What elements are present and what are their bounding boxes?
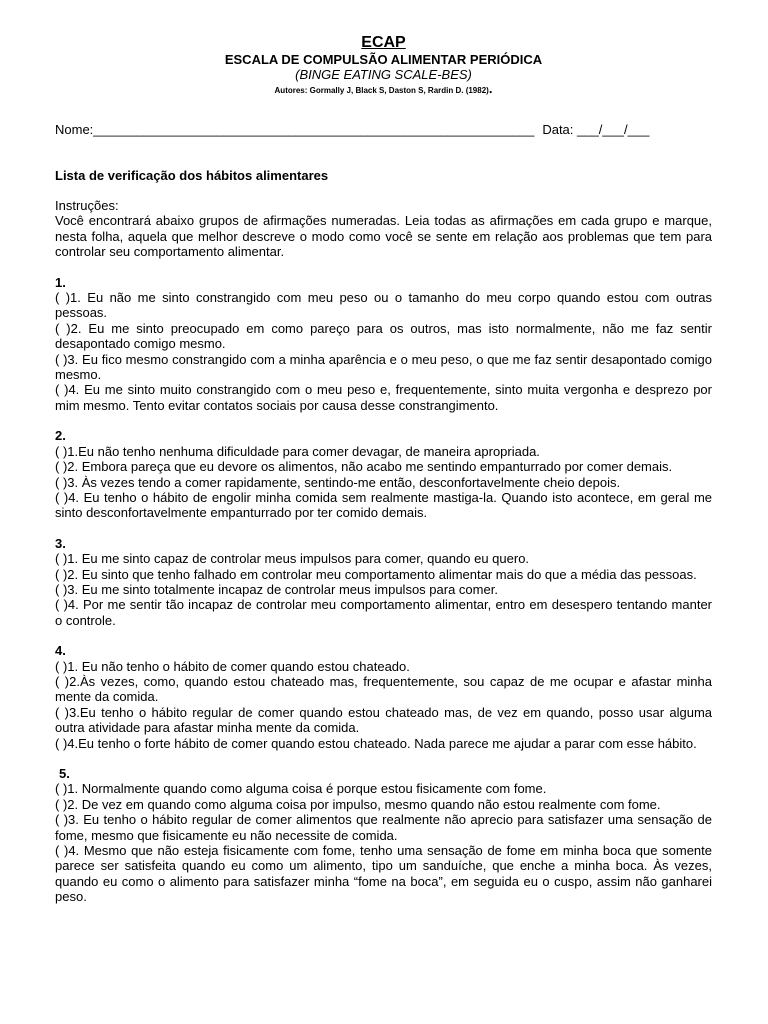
option-2[interactable]: ( )2. Embora pareça que eu devore os alimentos, não acabo me sentindo empanturrado por comer demais. xyxy=(55,459,673,475)
option-4[interactable]: ( )4. Por me sentir tão incapaz de controlar meu comportamento alimentar, entro em desespero tentando manter o controle. xyxy=(55,597,712,628)
group-number: 1. xyxy=(55,274,66,290)
name-field[interactable]: Nome:_____________________________________________________________ xyxy=(55,122,535,137)
option-2[interactable]: ( )2.Às vezes, como, quando estou chateado mas, frequentemente, sou capaz de me ocupar e afastar minha mente da comida. xyxy=(55,673,712,705)
option-2[interactable]: ( )2. Eu me sinto preocupado em como pareço para os outros, mas isto normalmente, não me faz sentir desapontado comigo mesmo. xyxy=(55,320,712,352)
option-4[interactable]: ( )4.Eu tenho o forte hábito de comer quando estou chateado. Nada parece me ajudar a parar com esse hábito. xyxy=(55,735,697,751)
english-title: (BINGE EATING SCALE-BES) xyxy=(295,67,472,82)
date-field[interactable]: Data: ___/___/___ xyxy=(542,122,650,137)
question-group-3 xyxy=(55,536,712,628)
option-3[interactable]: ( )3. Eu me sinto totalmente incapaz de controlar meus impulsos para comer. xyxy=(55,581,498,597)
document-header xyxy=(55,0,712,98)
option-1[interactable]: ( )1. Normalmente quando como alguma coisa é porque estou fisicamente com fome. xyxy=(55,781,547,797)
option-1[interactable]: ( )1.Eu não tenho nenhuma dificuldade para comer devagar, de maneira apropriada. xyxy=(55,443,540,459)
question-group-4 xyxy=(55,643,712,751)
question-group-1 xyxy=(55,275,712,414)
authors-line xyxy=(55,82,712,98)
option-3[interactable]: ( )3.Eu tenho o hábito regular de comer quando estou chateado mas, de vez em quando, posso usar alguma outra atividade para afastar minha mente da comida. xyxy=(55,704,712,736)
group-number: 5. xyxy=(59,766,70,781)
option-4[interactable]: ( )4. Eu tenho o hábito de engolir minha comida sem realmente mastiga-la. Quando isto acontece, em geral me sinto desconfortavelmente empanturrado por ter comido demais. xyxy=(55,489,712,521)
instructions xyxy=(55,198,712,260)
authors-text: Autores: Gormally J, Black S, Daston S, Rardin D. (1982) xyxy=(274,86,489,95)
option-2[interactable]: ( )2. Eu sinto que tenho falhado em controlar meu comportamento alimentar mais do que a média das pessoas. xyxy=(55,566,697,582)
group-number: 4. xyxy=(55,643,66,659)
option-2[interactable]: ( )2. De vez em quando como alguma coisa por impulso, mesmo quando não estou realmente com fome. xyxy=(55,796,661,812)
option-4[interactable]: ( )4. Eu me sinto muito constrangido com o meu peso e, frequentemente, sinto muita vergonha e desprezo por mim mesmo. Tento evitar contatos sociais por causa desse constrangimento. xyxy=(55,382,712,413)
group-number: 3. xyxy=(55,535,66,551)
name-date-line xyxy=(55,122,712,137)
option-1[interactable]: ( )1. Eu me sinto capaz de controlar meus impulsos para comer, quando eu quero. xyxy=(55,551,530,567)
option-1[interactable]: ( )1. Eu não me sinto constrangido com meu peso ou o tamanho do meu corpo quando estou com outras pessoas. xyxy=(55,290,712,321)
document-title: ECAP xyxy=(361,34,406,51)
option-3[interactable]: ( )3. Eu fico mesmo constrangido com a minha aparência e o meu peso, o que me faz sentir desapontado comigo mesmo. xyxy=(55,351,712,383)
instructions-text: Você encontrará abaixo grupos de afirmações numeradas. Leia todas as afirmações em cada grupo e marque, nesta folha, aquela que melhor descreve o modo como você se sente em relação aos problemas que tem para controlar seu comportamento alimentar. xyxy=(55,213,712,260)
document-subtitle: ESCALA DE COMPULSÃO ALIMENTAR PERIÓDICA xyxy=(224,52,543,67)
option-1[interactable]: ( )1. Eu não tenho o hábito de comer quando estou chateado. xyxy=(55,658,410,674)
instructions-label: Instruções: xyxy=(55,198,119,213)
option-4[interactable]: ( )4. Mesmo que não esteja fisicamente com fome, tenho uma sensação de fome em minha boca que somente parece ser satisfeita quando eu como um alimento, tipo um sanduíche, que enche a minha boca. Às vezes, quando eu como o alimento para satisfazer minha “fome na boca”, em seguida eu o cuspo, assim não ganharei peso. xyxy=(55,843,712,905)
group-number: 2. xyxy=(55,428,66,444)
checklist-title: Lista de verificação dos hábitos alimentares xyxy=(55,168,329,183)
question-group-2 xyxy=(55,428,712,520)
authors-period: . xyxy=(488,81,493,96)
option-3[interactable]: ( )3. Eu tenho o hábito regular de comer alimentos que realmente não aprecio para satisfazer uma sensação de fome, mesmo que fisicamente eu não necessite de comida. xyxy=(55,812,712,843)
option-3[interactable]: ( )3. Às vezes tendo a comer rapidamente, sentindo-me então, desconfortavelmente cheio depois. xyxy=(55,474,621,490)
question-group-5 xyxy=(55,766,712,905)
